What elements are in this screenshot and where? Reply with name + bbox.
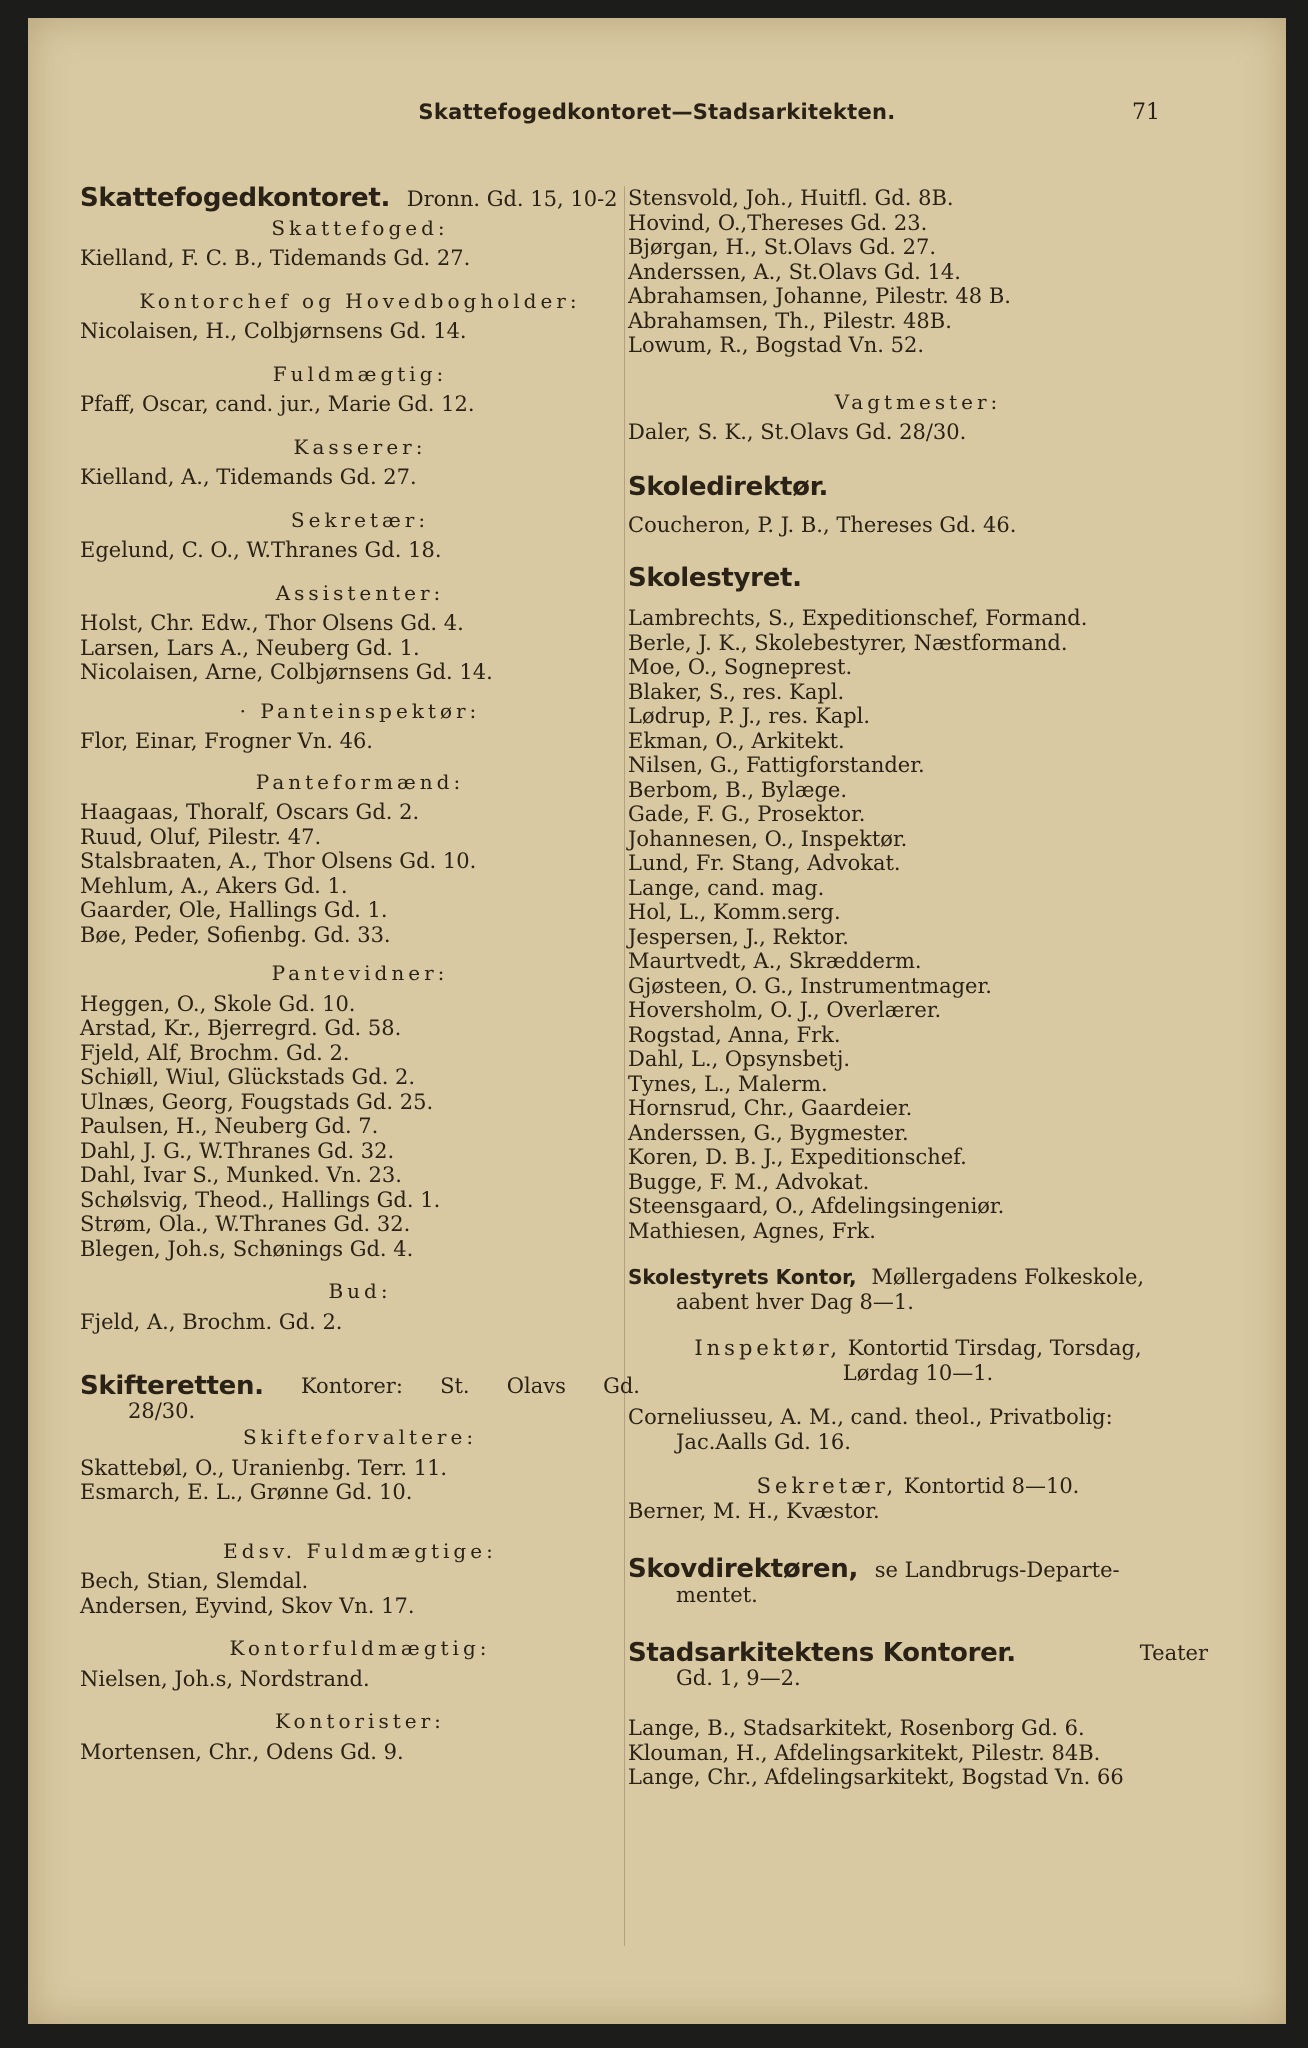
entry: Gade, F. G., Prosektor. (628, 802, 866, 826)
entry: Esmarch, E. L., Grønne Gd. 10. (80, 1480, 413, 1504)
entry: Dahl, L., Opsynsbetj. (628, 1047, 851, 1071)
entry: Hovind, O.,Thereses Gd. 23. (628, 210, 928, 235)
entry: Egelund, C. O., W.Thranes Gd. 18. (80, 538, 442, 562)
entry: Bjørgan, H., St.Olavs Gd. 27. (628, 235, 937, 259)
address-word: Olavs (506, 1374, 566, 1398)
skifteretten-heading (80, 1371, 640, 1401)
entry: Haagaas, Thoralf, Oscars Gd. 2. (80, 800, 420, 824)
entry: Lowum, R., Bogstad Vn. 52. (628, 333, 924, 357)
section-title: Skolestyret. (628, 562, 802, 593)
entry: Lambrechts, S., Expeditionschef, Formand. (628, 606, 1088, 630)
entry: Nielsen, Joh.s, Nordstrand. (80, 1666, 370, 1691)
entry: Blegen, Joh.s, Schønings Gd. 4. (80, 1236, 414, 1261)
role-label: Edsv. Fuldmægtige: (223, 1538, 497, 1563)
section-text: aabent hver Dag 8—1. (676, 1289, 914, 1314)
entry: Kielland, A., Tidemands Gd. 27. (80, 465, 417, 489)
entry: Bøe, Peder, Sofienbg. Gd. 33. (80, 922, 391, 947)
entry: Johannesen, O., Inspektør. (628, 826, 908, 851)
entry: Heggen, O., Skole Gd. 10. (80, 991, 356, 1016)
role-label: Kontorchef og Hovedbogholder: (139, 288, 581, 313)
entry: Larsen, Lars A., Neuberg Gd. 1. (80, 635, 420, 660)
role-label: Inspektør, (694, 1336, 842, 1360)
role-label: Fuldmægtig: (272, 361, 448, 386)
entry: Gaarder, Ole, Hallings Gd. 1. (80, 898, 388, 922)
role-label: Panteformænd: (255, 769, 465, 794)
role-label: Vagtmester: (834, 389, 1002, 414)
running-header: Skattefogedkontoret—Stadsarkitekten. (418, 100, 896, 124)
entry: Hol, L., Komm.serg. (628, 900, 841, 924)
entry: Ulnæs, Georg, Fougstads Gd. 25. (80, 1089, 434, 1114)
section-title: Skoledirektør. (628, 471, 829, 502)
page (28, 18, 1286, 2024)
entry: Mehlum, A., Akers Gd. 1. (80, 873, 348, 898)
entry: Pfaff, Oscar, cand. jur., Marie Gd. 12. (80, 392, 475, 416)
entry: Dahl, Ivar S., Munked. Vn. 23. (80, 1163, 402, 1187)
section-text: se Landbrugs-Departe- (874, 1558, 1120, 1582)
sekretaer-line (628, 1474, 1208, 1499)
section-text: Kontortid Tirsdag, Torsdag, (847, 1336, 1142, 1360)
role-label: · Panteinspektør: (239, 698, 481, 723)
section-text: Møllergadens Folkeskole, (871, 1265, 1145, 1289)
role-label: Assistenter: (275, 580, 445, 605)
entry: Lange, B., Stadsarkitekt, Rosenborg Gd. 6. (628, 1716, 1085, 1740)
section-text: mentet. (676, 1582, 758, 1607)
address-word: Gd. (603, 1374, 640, 1398)
skolestyrets-kontor (628, 1265, 1208, 1290)
entry: Daler, S. K., St.Olavs Gd. 28/30. (628, 420, 967, 444)
entry: Steensgaard, O., Afdelingsingeniør. (628, 1194, 1005, 1218)
entry: Moe, O., Sogneprest. (628, 655, 853, 679)
entry: Flor, Einar, Frogner Vn. 46. (80, 729, 373, 753)
entry: Dahl, J. G., W.Thranes Gd. 32. (80, 1138, 395, 1163)
entry: Ekman, O., Arkitekt. (628, 728, 845, 753)
entry: Stalsbraaten, A., Thor Olsens Gd. 10. (80, 849, 477, 873)
entry: Lund, Fr. Stang, Advokat. (628, 851, 901, 875)
entry: Jespersen, J., Rektor. (628, 924, 849, 949)
entry: Mortensen, Chr., Odens Gd. 9. (80, 1739, 404, 1764)
section-title: Skattefogedkontoret. (80, 183, 391, 213)
section-title: Skovdirektøren, (628, 1554, 859, 1584)
entry: Berle, J. K., Skolebestyrer, Næstformand. (628, 630, 1068, 655)
entry: Fjeld, A., Brochm. Gd. 2. (80, 1309, 343, 1334)
role-label: Skifteforvaltere: (242, 1425, 478, 1449)
entry: Ruud, Oluf, Pilestr. 47. (80, 824, 322, 849)
role-label: Kontorfuldmægtig: (229, 1636, 491, 1660)
entry: Anderssen, A., St.Olavs Gd. 14. (628, 259, 961, 284)
section-address: Dronn. Gd. 15, 10-2 (406, 187, 618, 211)
entry: Hoversholm, O. J., Overlærer. (628, 998, 942, 1022)
entry: Arstad, Kr., Bjerregrd. Gd. 58. (80, 1016, 402, 1040)
entry: Abrahamsen, Johanne, Pilestr. 48 B. (628, 284, 1011, 308)
section-title: Stadsarkitektens Kontorer. (628, 1638, 1016, 1668)
section-text: Kontortid 8—10. (903, 1474, 1080, 1498)
section-title: Skifteretten. (80, 1371, 264, 1401)
role-label: Skattefoged: (271, 215, 449, 240)
section-title: Skolestyrets Kontor, (628, 1265, 857, 1289)
entry: Jac.Aalls Gd. 16. (676, 1429, 851, 1454)
entry: Lange, cand. mag. (628, 875, 825, 900)
entry: Lange, Chr., Afdelingsarkitekt, Bogstad Vn. 66 (628, 1765, 1124, 1789)
section-text: Lørdag 10—1. (842, 1360, 994, 1385)
role-label: Kontorister: (275, 1709, 445, 1733)
entry: Anderssen, G., Bygmester. (628, 1120, 909, 1145)
entry: Corneliusseu, A. M., cand. theol., Privatbolig: (628, 1405, 1113, 1429)
role-label: Pantevidner: (271, 961, 449, 985)
entry: Nilsen, G., Fattigforstander. (628, 753, 925, 777)
entry: Schølsvig, Theod., Hallings Gd. 1. (80, 1187, 441, 1212)
entry: Schiøll, Wiul, Glückstads Gd. 2. (80, 1065, 416, 1089)
address-word: St. (440, 1374, 470, 1398)
entry: Stensvold, Joh., Huitfl. Gd. 8B. (628, 186, 954, 210)
entry: Skattebøl, O., Uranienbg. Terr. 11. (80, 1455, 448, 1480)
role-label: Kasserer: (293, 434, 427, 459)
entry: Paulsen, H., Neuberg Gd. 7. (80, 1114, 379, 1138)
entry: Fjeld, Alf, Brochm. Gd. 2. (80, 1040, 350, 1065)
entry: Koren, D. B. J., Expeditionschef. (628, 1145, 967, 1169)
skovdirektoren (628, 1554, 1208, 1584)
entry: Bech, Stian, Slemdal. (80, 1569, 309, 1593)
entry: Gjøsteen, O. G., Instrumentmager. (628, 973, 992, 998)
page-number: 71 (1132, 100, 1160, 125)
entry: Maurtvedt, A., Skrædderm. (628, 949, 922, 973)
entry: Nicolaisen, H., Colbjørnsens Gd. 14. (80, 319, 467, 343)
entry: Blaker, S., res. Kapl. (628, 679, 845, 704)
role-label: Sekretær: (290, 507, 430, 532)
entry: Andersen, Eyvind, Skov Vn. 17. (80, 1593, 415, 1618)
entry: Holst, Chr. Edw., Thor Olsens Gd. 4. (80, 611, 464, 635)
entry: Tynes, L., Malerm. (628, 1071, 828, 1096)
role-label: Sekretær, (756, 1474, 898, 1498)
left-column (80, 183, 640, 1764)
entry: Bugge, F. M., Advokat. (628, 1169, 870, 1194)
skattefoged-heading (80, 183, 640, 213)
section-text: Gd. 1, 9—2. (676, 1665, 801, 1690)
entry: Hornsrud, Chr., Gaardeier. (628, 1096, 913, 1120)
entry: Klouman, H., Afdelingsarkitekt, Pilestr. 84B. (628, 1740, 1101, 1765)
section-text: Teater (1139, 1641, 1208, 1665)
entry: Berbom, B., Bylæge. (628, 777, 848, 802)
entry: Berner, M. H., Kvæstor. (628, 1498, 880, 1523)
inspektor-line (628, 1336, 1208, 1361)
entry: Abrahamsen, Th., Pilestr. 48B. (628, 308, 952, 333)
section-address-label: Kontorer: (300, 1374, 403, 1398)
entry: Coucheron, P. J. B., Thereses Gd. 46. (628, 513, 1017, 537)
right-column (628, 186, 1208, 1790)
entry: Rogstad, Anna, Frk. (628, 1022, 841, 1047)
entry: Lødrup, P. J., res. Kapl. (628, 704, 871, 728)
section-address: 28/30. (128, 1398, 196, 1423)
entry: Strøm, Ola., W.Thranes Gd. 32. (80, 1212, 411, 1236)
entry: Kielland, F. C. B., Tidemands Gd. 27. (80, 246, 471, 270)
entry: Nicolaisen, Arne, Colbjørnsens Gd. 14. (80, 660, 493, 684)
role-label: Bud: (328, 1279, 392, 1303)
entry: Mathiesen, Agnes, Frk. (628, 1218, 876, 1243)
stadsarkitekt-heading (628, 1638, 1208, 1668)
